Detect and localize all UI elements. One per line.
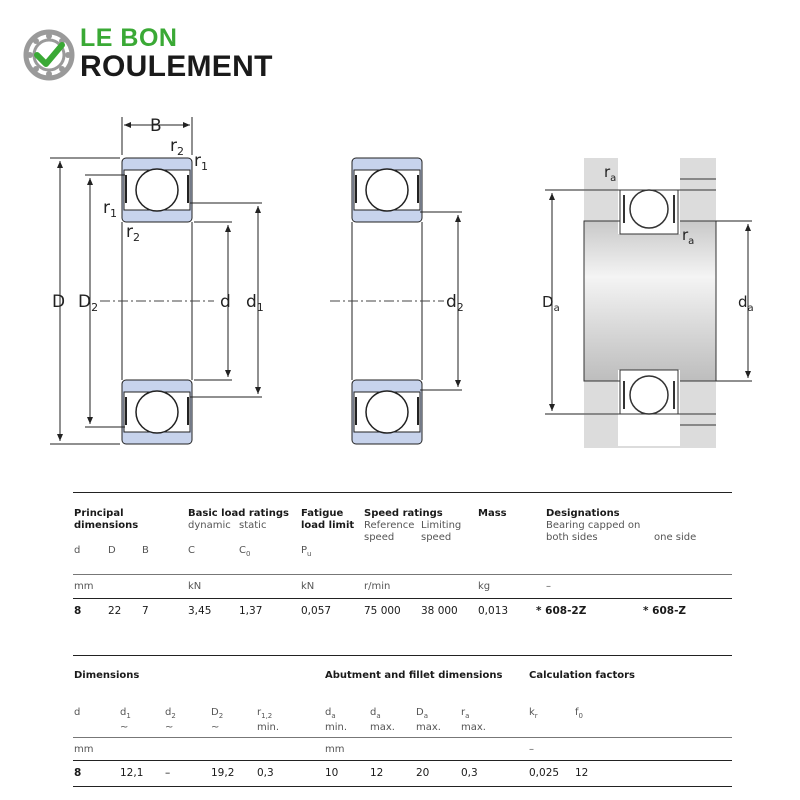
unit-kn-load: kN (188, 581, 202, 592)
cell2-d1: 12,1 (120, 767, 144, 779)
header-calculation-factors: Calculation factors (529, 670, 635, 681)
cell2-d2: – (165, 767, 171, 779)
header-static: static (239, 520, 267, 531)
designation-608-z-link[interactable]: * 608-Z (643, 605, 687, 617)
cell2-da-min: 10 (325, 767, 339, 779)
header-designations: Designations (546, 508, 620, 519)
symbol2-ra-max: $r_a$ max. (461, 707, 486, 733)
cell2-r12: 0,3 (257, 767, 274, 779)
label-r1-top: $r_1$ (194, 151, 208, 173)
designation-608-2z-link[interactable]: * 608-2Z (536, 605, 587, 617)
label-D: D (52, 292, 66, 312)
cell2-ra-max: 0,3 (461, 767, 478, 779)
cell2-kr: 0,025 (529, 767, 560, 779)
unit-rmin: r/min (364, 581, 391, 592)
symbol-d: d (74, 545, 81, 556)
label-Da: $D_a$ (542, 293, 560, 314)
logo-line-1: LE BON (80, 24, 178, 52)
label-d1: $d_1$ (246, 292, 264, 314)
symbol2-da-max: $d_a$ max. (370, 707, 395, 733)
cell2-d: 8 (74, 767, 82, 779)
label-B: B (150, 116, 162, 136)
unit2-mm-abut: mm (325, 744, 345, 755)
bearing-section-2 (330, 158, 462, 444)
label-ra-right: $r_a$ (682, 226, 695, 247)
bearing-drawing (0, 95, 800, 465)
label-D2: $D_2$ (78, 292, 99, 314)
symbol2-da-min: $d_a$ min. (325, 707, 348, 733)
symbol2-Da-max: $D_a$ max. (416, 707, 441, 733)
bearing-section-1 (100, 158, 214, 444)
symbol2-r12: $r_{1,2}$ min. (257, 707, 280, 733)
cell-D: 22 (108, 605, 122, 617)
cell2-da-max: 12 (370, 767, 384, 779)
unit-kg: kg (478, 581, 491, 592)
symbol-D: D (108, 545, 116, 556)
symbol2-d2: $d_2$ ~ (165, 707, 176, 733)
header-dimensions: Dimensions (74, 670, 140, 681)
header-speed-ratings: Speed ratings (364, 508, 443, 519)
header-principal-dimensions: Principal dimensions (74, 508, 139, 531)
cell-mass: 0,013 (478, 605, 509, 617)
label-d2: $d_2$ (446, 292, 464, 314)
header-capped-both: Bearing capped on both sides (546, 520, 641, 543)
cell2-D2: 19,2 (211, 767, 235, 779)
header-one-side: one side (654, 532, 697, 543)
cell-C0: 1,37 (239, 605, 263, 617)
logo-line-2: ROULEMENT (80, 50, 273, 83)
header-reference-speed: Reference speed (364, 520, 415, 543)
header-dynamic: dynamic (188, 520, 231, 531)
cell-d: 8 (74, 605, 82, 617)
label-r2-bottom: $r_2$ (126, 222, 140, 244)
label-ra-top: $r_a$ (604, 163, 617, 184)
symbol-C: C (188, 545, 195, 556)
symbol2-d: d (74, 707, 81, 718)
cell2-Da-max: 20 (416, 767, 430, 779)
unit2-calc: – (529, 744, 534, 755)
unit-designation: – (546, 581, 551, 592)
label-da: $d_a$ (738, 293, 754, 314)
cell-reference-speed: 75 000 (364, 605, 401, 617)
header-fatigue: Fatigue load limit (301, 508, 355, 531)
cell2-f0: 12 (575, 767, 589, 779)
symbol-Pu: $P_u$ (301, 545, 312, 558)
label-r1-left: $r_1$ (103, 198, 117, 220)
label-r2-top: $r_2$ (170, 136, 184, 158)
label-d: d (220, 292, 231, 312)
unit-kn-fatigue: kN (301, 581, 315, 592)
symbol2-kr: $k_r$ (529, 707, 538, 720)
cell-B: 7 (142, 605, 149, 617)
header-mass: Mass (478, 508, 507, 519)
symbol2-d1: $d_1$ ~ (120, 707, 131, 733)
header-limiting-speed: Limiting speed (421, 520, 462, 543)
unit2-mm-dims: mm (74, 744, 94, 755)
symbol-B: B (142, 545, 149, 556)
cell-Pu: 0,057 (301, 605, 332, 617)
cell-limiting-speed: 38 000 (421, 605, 458, 617)
header-basic-load: Basic load ratings (188, 508, 289, 519)
symbol-C0: $C_0$ (239, 545, 251, 558)
symbol2-f0: $f_0$ (575, 707, 583, 720)
mounting-view (584, 158, 716, 448)
cell-C: 3,45 (188, 605, 212, 617)
unit-mm: mm (74, 581, 94, 592)
bearing-check-icon (22, 28, 76, 82)
header-abutment: Abutment and fillet dimensions (325, 670, 503, 681)
symbol2-D2: $D_2$ ~ (211, 707, 224, 733)
